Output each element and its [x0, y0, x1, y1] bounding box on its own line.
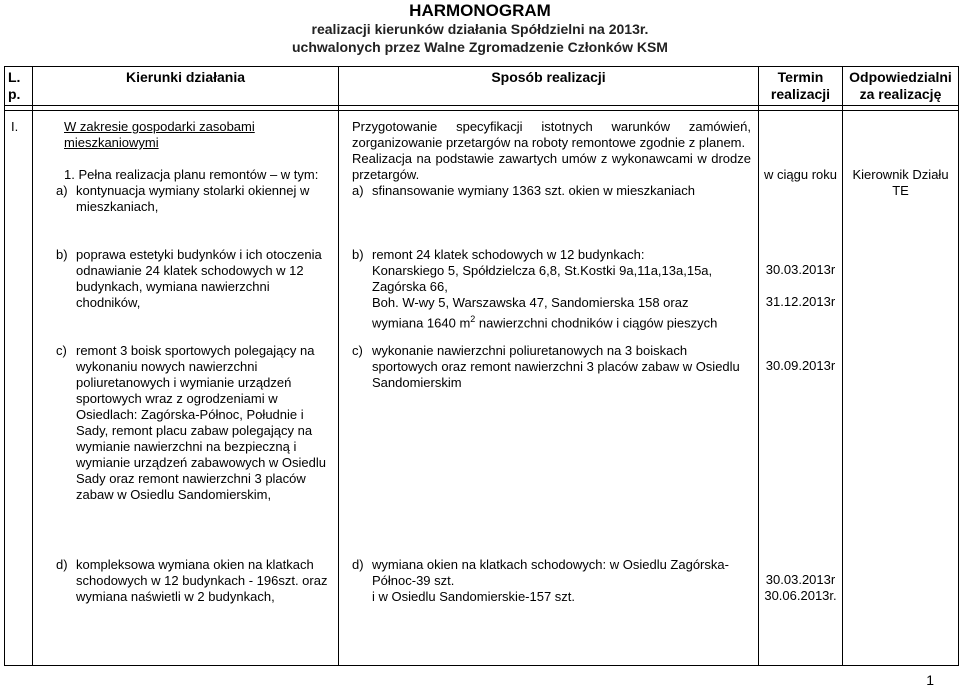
- list-item: [352, 183, 751, 199]
- termin-date: 30.03.2013r: [765, 261, 836, 277]
- header-odpowiedzialni: Odpowiedzialni za realizację: [843, 67, 959, 106]
- termin-general: w ciągu roku: [764, 167, 837, 182]
- header-sposob: Sposób realizacji: [339, 67, 759, 106]
- table-row: [5, 556, 959, 666]
- item-marker: c): [56, 342, 67, 358]
- header-kierunki: Kierunki działania: [33, 67, 339, 106]
- document-subtitle-2: uchwalonych przez Walne Zgromadzenie Członków KSM: [292, 39, 668, 55]
- item-marker: b): [352, 246, 364, 262]
- termin-date: 30.06.2013r.: [764, 587, 837, 603]
- item-marker: d): [352, 556, 364, 572]
- item-text: poprawa estetyki budynków i ich otoczenia odnawianie 24 klatek schodowych w 12 budynkach, wymiana nawierzchni chodników,: [76, 246, 322, 310]
- item-text: sfinansowanie wymiany 1363 szt. okien w mieszkaniach: [372, 183, 695, 198]
- superscript: 2: [470, 313, 476, 324]
- sposob-intro-1: Przygotowanie specyfikacji istotnych warunków zamówień, zorganizowanie przetargów na roboty remontowe zgodnie z planem.: [352, 119, 751, 150]
- list-item: [56, 247, 333, 311]
- item-text-1: remont 24 klatek schodowych w 12 budynkach:: [372, 246, 645, 262]
- list-item: [56, 343, 333, 503]
- item-marker: d): [56, 556, 68, 572]
- item-text-1: wymiana okien na klatkach schodowych: w Osiedlu Zagórska-Północ-39 szt.: [372, 556, 729, 588]
- item-text: kontynuacja wymiany stolarki okiennej w mieszkaniach,: [76, 183, 310, 214]
- document-header: [0, 0, 960, 56]
- section-title: W zakresie gospodarki zasobami mieszkaniowymi: [64, 119, 255, 150]
- header-lp: L. p.: [5, 67, 33, 106]
- list-item: [352, 343, 751, 391]
- list-item: [56, 557, 333, 605]
- termin-date: 30.09.2013r: [765, 357, 836, 373]
- sposob-intro-2: Realizacja na podstawie zawartych umów z wykonawcami w drodze przetargów.: [352, 151, 751, 182]
- table-row: [5, 111, 959, 246]
- termin-date: 31.12.2013r: [765, 293, 836, 309]
- item-marker: a): [56, 183, 68, 198]
- list-item: [352, 557, 751, 605]
- section-number: I.: [5, 111, 33, 246]
- schedule-table: [4, 66, 959, 666]
- item-marker: a): [352, 183, 364, 198]
- termin-date: 30.03.2013r: [765, 571, 836, 587]
- list-item: [56, 183, 333, 215]
- document-title: HARMONOGRAM: [409, 1, 551, 20]
- table-row: [5, 246, 959, 342]
- point-title: 1. Pełna realizacja planu remontów – w tym:: [64, 167, 319, 182]
- item-text-2: i w Osiedlu Sandomierskie-157 szt.: [372, 588, 576, 604]
- table-header-row: [5, 67, 959, 106]
- item-marker: b): [56, 246, 68, 262]
- item-text: remont 3 boisk sportowych polegający na wykonaniu nowych nawierzchni poliuretanowych i wymianie urządzeń sportowych wraz z ogrodzeniami w Osiedlach: Zagórska-Północ, Południe i Sady, remont placu zabaw polegający na wymianie nawierzchni na bezpieczną i wymianie urządzeń zabawowych w Osiedlu Sady oraz remont nawierzchni 3 placów zabaw w Osiedlu Sandomierskim,: [76, 342, 327, 502]
- table-row: [5, 342, 959, 556]
- item-text-2: Konarskiego 5, Spółdzielcza 6,8, St.Kostki 9a,11a,13a,15a, Zagórska 66,: [372, 262, 713, 294]
- item-marker: c): [352, 342, 363, 358]
- header-termin: Termin realizacji: [759, 67, 843, 106]
- document-subtitle-1: realizacji kierunków działania Spółdzielni na 2013r.: [311, 21, 649, 37]
- odpowiedzialny: Kierownik Działu TE: [852, 167, 949, 198]
- list-item: [352, 247, 751, 331]
- item-text-4: wymiana 1640 $m^2$ nawierzchni chodników i ciągów pieszych: [372, 313, 718, 330]
- item-text: kompleksowa wymiana okien na klatkach schodowych w 12 budynkach - 196szt. oraz wymiana naświetli w 2 budynkach,: [76, 556, 328, 604]
- item-text-3: Boh. W-wy 5, Warszawska 47, Sandomierska 158 oraz: [372, 294, 689, 310]
- page-number: 1: [926, 672, 934, 688]
- item-text: wykonanie nawierzchni poliuretanowych na 3 boiskach sportowych oraz remont nawierzchni 3 placów zabaw w Osiedlu Sandomierskim: [372, 342, 740, 390]
